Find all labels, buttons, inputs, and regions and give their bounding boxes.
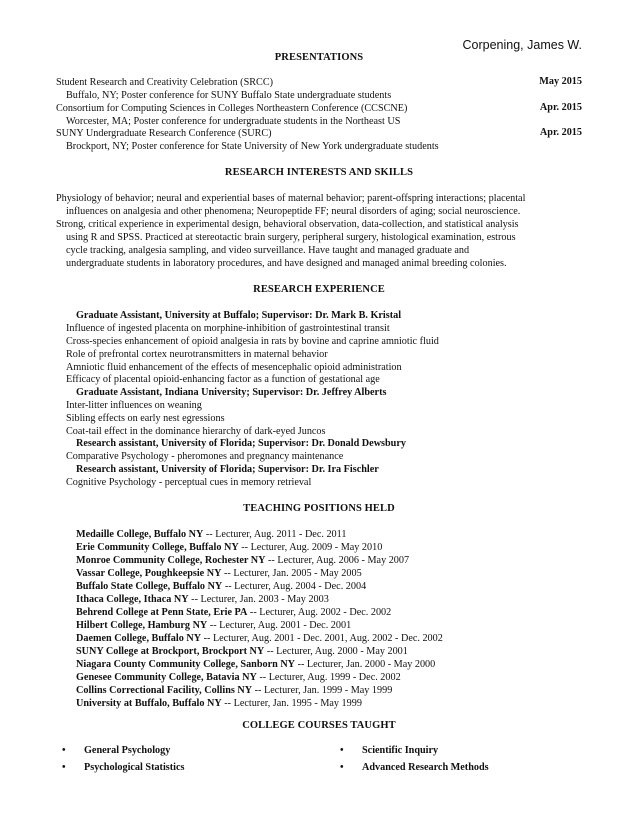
teaching-detail: -- Lecturer, Jan. 2000 - May 2000 [295, 659, 436, 670]
teaching-item [76, 606, 391, 619]
research-project: Cross-species enhancement of opioid analgesia in rats by bovine and caprine amniotic fluid [66, 336, 439, 347]
teaching-school: Behrend College at Penn State, Erie PA [76, 607, 248, 618]
teaching-detail: -- Lecturer, Aug. 2009 - May 2010 [238, 542, 383, 553]
teaching-item [76, 619, 351, 632]
teaching-item [76, 658, 435, 671]
section-title-presentations: PRESENTATIONS [274, 52, 364, 63]
course-name: General Psychology [84, 745, 171, 756]
research-project: Comparative Psychology - pheromones and pregnancy maintenance [66, 451, 344, 462]
teaching-detail: -- Lecturer, Aug. 1999 - Dec. 2002 [256, 672, 401, 683]
research-project: Inter-litter influences on weaning [66, 400, 202, 411]
research-project: Efficacy of placental opioid-enhancing factor as a function of gestational age [66, 374, 380, 385]
teaching-detail: -- Lecturer, Jan. 1995 - May 1999 [221, 698, 362, 709]
teaching-detail: -- Lecturer, Aug. 2006 - May 2007 [265, 555, 410, 566]
teaching-item [76, 684, 392, 697]
teaching-school: Daemen College, Buffalo NY [76, 633, 202, 644]
teaching-school: University at Buffalo, Buffalo NY [76, 698, 222, 709]
bullet-icon: • [340, 762, 344, 773]
section-title-research-experience: RESEARCH EXPERIENCE [253, 284, 385, 295]
research-project: Cognitive Psychology - perceptual cues in memory retrieval [66, 477, 312, 488]
bullet-icon: • [340, 745, 344, 756]
section-title-courses: COLLEGE COURSES TAUGHT [242, 720, 396, 731]
teaching-detail: -- Lecturer, Aug. 2004 - Dec. 2004 [222, 581, 367, 592]
course-item [62, 762, 184, 773]
interests-line: influences on analgesia and other phenomena; Neuropeptide FF; neural disorders of aging; social neuroscience. [66, 206, 521, 217]
course-item [340, 762, 489, 773]
course-name: Psychological Statistics [84, 762, 185, 773]
bullet-icon: • [62, 745, 66, 756]
teaching-item [76, 671, 401, 684]
teaching-school: Genesee Community College, Batavia NY [76, 672, 257, 683]
teaching-detail: -- Lecturer, Aug. 2001 - Dec. 2001, Aug. 2002 - Dec. 2002 [201, 633, 443, 644]
bullet-icon: • [62, 762, 66, 773]
teaching-detail: -- Lecturer, Aug. 2001 - Dec. 2001 [207, 620, 352, 631]
interests-line: Strong, critical experience in experimental design, behavioral observation, data-collection, and statistical analysis [56, 219, 519, 230]
teaching-item [76, 580, 366, 593]
teaching-item [76, 541, 382, 554]
section-title-teaching: TEACHING POSITIONS HELD [243, 503, 395, 514]
teaching-detail: -- Lecturer, Aug. 2011 - Dec. 2011 [203, 529, 347, 540]
research-project: Coat-tail effect in the dominance hierarchy of dark-eyed Juncos [66, 426, 326, 437]
teaching-detail: -- Lecturer, Jan. 2005 - May 2005 [221, 568, 362, 579]
presentation-date: Apr. 2015 [539, 102, 582, 113]
teaching-item [76, 632, 443, 645]
teaching-school: Monroe Community College, Rochester NY [76, 555, 266, 566]
teaching-detail: -- Lecturer, Aug. 2002 - Dec. 2002 [247, 607, 392, 618]
teaching-item [76, 567, 362, 580]
presentation-title: Student Research and Creativity Celebration (SRCC) [56, 77, 274, 88]
teaching-item [76, 554, 409, 567]
teaching-school: Niagara County Community College, Sanborn NY [76, 659, 296, 670]
presentation-date: Apr. 2015 [539, 127, 582, 138]
teaching-school: Vassar College, Poughkeepsie NY [76, 568, 222, 579]
section-title-research-interests: RESEARCH INTERESTS AND SKILLS [224, 167, 414, 178]
presentation-detail: Brockport, NY; Poster conference for State University of New York undergraduate students [66, 141, 439, 152]
teaching-item [76, 645, 408, 658]
teaching-school: Collins Correctional Facility, Collins NY [76, 685, 253, 696]
course-name: Scientific Inquiry [362, 745, 439, 756]
research-position: Research assistant, University of Florida; Supervisor: Dr. Ira Fischler [76, 464, 379, 475]
teaching-school: Hilbert College, Hamburg NY [76, 620, 208, 631]
research-position: Research assistant, University of Florida; Supervisor: Dr. Donald Dewsbury [76, 438, 406, 449]
teaching-item [76, 593, 329, 606]
research-project: Amniotic fluid enhancement of the effects of mesencephalic opioid administration [66, 362, 402, 373]
teaching-school: Ithaca College, Ithaca NY [76, 594, 189, 605]
teaching-detail: -- Lecturer, Aug. 2000 - May 2001 [264, 646, 408, 657]
presentation-detail: Buffalo, NY; Poster conference for SUNY Buffalo State undergraduate students [66, 90, 392, 101]
presentation-title: Consortium for Computing Sciences in Colleges Northeastern Conference (CCSCNE) [56, 103, 408, 114]
interests-line: Physiology of behavior; neural and experiential bases of maternal behavior; parent-offspring interactions; placental [56, 193, 526, 204]
interests-line: undergraduate students in laboratory procedures, and have designed and managed animal breeding colonies. [66, 258, 507, 269]
interests-line: cycle tracking, analgesia sampling, and video surveillance. Have taught and managed graduate and [66, 245, 470, 256]
presentation-detail: Worcester, MA; Poster conference for undergraduate students in the Northeast US [66, 116, 401, 127]
course-item [340, 745, 438, 756]
research-project: Influence of ingested placenta on morphine-inhibition of gastrointestinal transit [66, 323, 390, 334]
course-name: Advanced Research Methods [362, 762, 489, 773]
teaching-school: Medaille College, Buffalo NY [76, 529, 204, 540]
teaching-school: Erie Community College, Buffalo NY [76, 542, 239, 553]
presentation-date: May 2015 [539, 76, 582, 87]
teaching-detail: -- Lecturer, Jan. 2003 - May 2003 [188, 594, 329, 605]
teaching-item [76, 697, 362, 710]
teaching-school: Buffalo State College, Buffalo NY [76, 581, 223, 592]
research-project: Role of prefrontal cortex neurotransmitters in maternal behavior [66, 349, 328, 360]
course-item [62, 745, 170, 756]
research-position: Graduate Assistant, University at Buffalo; Supervisor: Dr. Mark B. Kristal [76, 310, 402, 321]
interests-line: using R and SPSS. Practiced at stereotactic brain surgery, peripheral surgery, histological examination, estrous [66, 232, 516, 243]
research-project: Sibling effects on early nest egressions [66, 413, 225, 424]
teaching-school: SUNY College at Brockport, Brockport NY [76, 646, 265, 657]
research-position: Graduate Assistant, Indiana University; Supervisor: Dr. Jeffrey Alberts [76, 387, 387, 398]
presentation-title: SUNY Undergraduate Research Conference (SURC) [56, 128, 272, 139]
header-name: Corpening, James W. [462, 38, 582, 52]
teaching-item [76, 528, 346, 541]
teaching-detail: -- Lecturer, Jan. 1999 - May 1999 [252, 685, 393, 696]
